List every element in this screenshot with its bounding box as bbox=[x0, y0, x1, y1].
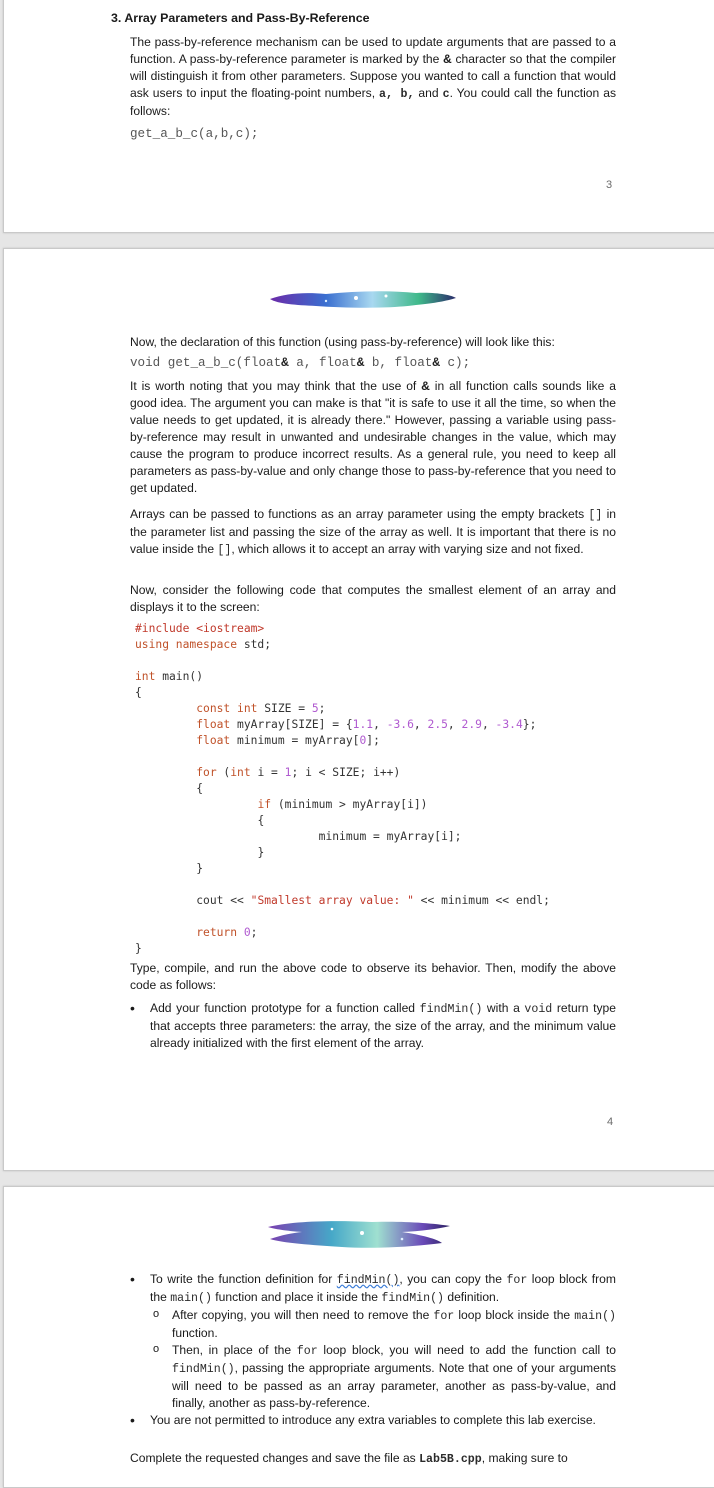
function-call-code: get_a_b_c(a,b,c); bbox=[130, 127, 259, 141]
page-number: 3 bbox=[606, 179, 613, 191]
document-page-4 bbox=[3, 248, 714, 1171]
galaxy-brush-decoration bbox=[266, 287, 460, 313]
final-paragraph: Complete the requested changes and save the file as Lab5B.cpp, making sure to bbox=[130, 1451, 568, 1466]
page-number: 4 bbox=[607, 1116, 614, 1128]
document-page-5 bbox=[3, 1186, 714, 1488]
list-item: • Add your function prototype for a function called findMin() with a void return type that accepts three parameters: the array, the size of the array, and the minimum value already initialized with the first element of the array. bbox=[130, 1000, 616, 1052]
sub-list-item: o After copying, you will then need to remove the for loop block inside the main() function. bbox=[150, 1307, 616, 1342]
section-heading: 3. Array Parameters and Pass-By-Reference bbox=[111, 11, 370, 25]
galaxy-brush-decoration bbox=[262, 1217, 458, 1253]
instructions-paragraph: Type, compile, and run the above code to observe its behavior. Then, modify the above code as follows: bbox=[130, 961, 616, 992]
list-item: • To write the function definition for findMin(), you can copy the for loop block from the main() function and place it inside the findMin() definition. o After copying, you will then need to remove the for loop block inside the main() function. o Then, in place of the for loop block, you will need to add the function call to findMin(), passing the appropriate arguments. Note that one of your arguments will need to be passed as an array parameter, another as pass-by-value, and finally, another as pass-by-reference. bbox=[130, 1271, 616, 1412]
document-page-3 bbox=[3, 0, 714, 233]
declaration-code: void get_a_b_c(float& a, float& b, float& c); bbox=[130, 356, 471, 370]
code-block: #include <iostream> using namespace std; int main() { const int SIZE = 5; float myArray[SIZE] = {1.1, -3.6, 2.5, 2.9, -3.4}; float minimum = myArray[0]; for (int i = 1; i < SIZE; i++) { if (minimum > myArray[i]) { minimum = myArray[i]; } } cout << "Smallest array value: " << minimum << endl; return 0; } bbox=[135, 622, 550, 955]
requirements-list bbox=[130, 1271, 616, 1429]
sub-list-item: o Then, in place of the for loop block, you will need to add the function call to findMin(), passing the appropriate arguments. Note that one of your arguments will need to be passed as an array parameter, another as pass-by-value, and finally, another as pass-by-reference. bbox=[150, 1342, 616, 1412]
instructions-list bbox=[130, 1000, 616, 1052]
intro-paragraph: The pass-by-reference mechanism can be used to update arguments that are passed to a function. A pass-by-reference parameter is marked by the & character so that the compiler will distinguish it from other parameters. Suppose you wanted to call a function that would ask users to input the floating-point numbers, a, b, and c. You could call the function as follows: bbox=[130, 35, 616, 118]
list-item: • You are not permitted to introduce any extra variables to complete this lab exercise. bbox=[130, 1412, 616, 1429]
declaration-intro: Now, the declaration of this function (using pass-by-reference) will look like this: bbox=[130, 335, 555, 349]
code-intro-paragraph: Now, consider the following code that computes the smallest element of an array and displays it to the screen: bbox=[130, 583, 616, 614]
array-parameter-paragraph: Arrays can be passed to functions as an array parameter using the empty brackets [] in the parameter list and passing the size of the array as well. It is important that there is no value inside the [], which allows it to accept an array with varying size and not fixed. bbox=[130, 507, 616, 557]
pass-by-reference-paragraph: It is worth noting that you may think that the use of & in all function calls sounds like a good idea. The argument you can make is that "it is safe to use it all the time, so when the value needs to get updated, it is already there." However, passing a variable using pass-by-reference may result in unwanted and undesirable changes in the value, which may cause the program to produce incorrect results. As a general rule, you need to keep all parameters as pass-by-value and only change those to pass-by-reference that you need to get updated. bbox=[130, 379, 616, 495]
